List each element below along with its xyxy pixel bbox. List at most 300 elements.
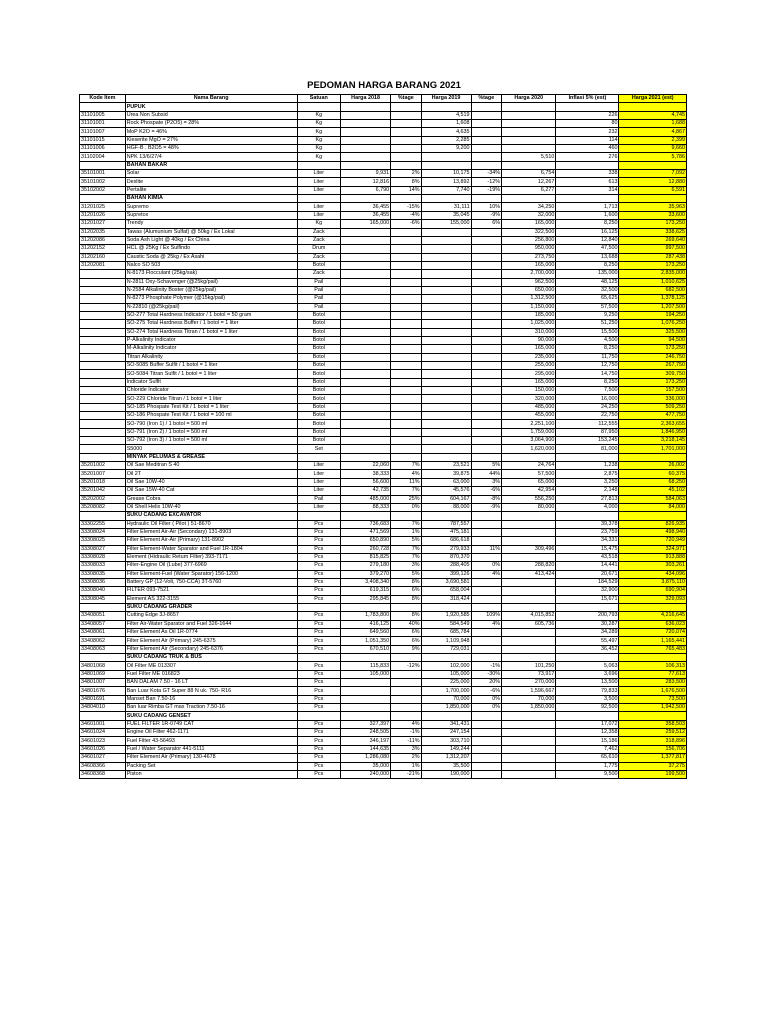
persen-2020-cell: [471, 437, 501, 445]
harga-2018-cell: 144,635: [341, 745, 391, 753]
harga-2018-cell: [341, 236, 391, 244]
persen-2019-cell: 3%: [391, 745, 421, 753]
kode-item-cell: 31101015: [80, 136, 126, 144]
satuan-cell: Pcs: [297, 595, 341, 603]
nama-barang-cell: Solar: [125, 170, 297, 178]
persen-2020-cell: [471, 512, 501, 520]
harga-2020-cell: [502, 712, 556, 720]
harga-2020-cell: 256,800: [502, 236, 556, 244]
nama-barang-cell: SO-274 Total Hardness Titran / 1 botol = 1 liter: [125, 328, 297, 336]
table-row: [80, 203, 687, 211]
inflasi-cell: 226: [556, 111, 619, 119]
satuan-cell: Pcs: [297, 662, 341, 670]
harga-2020-cell: 270,000: [502, 679, 556, 687]
harga-2018-cell: 6,790: [341, 186, 391, 194]
persen-2020-cell: [471, 729, 501, 737]
persen-2019-cell: [391, 345, 421, 353]
satuan-cell: Pcs: [297, 537, 341, 545]
harga-2020-cell: 1,025,000: [502, 320, 556, 328]
inflasi-cell: 81,000: [556, 445, 619, 453]
harga-2021-cell: 194,250: [619, 311, 687, 319]
persen-2020-cell: [471, 286, 501, 294]
inflasi-cell: 23,759: [556, 528, 619, 536]
harga-2018-cell: 3,408,340: [341, 578, 391, 586]
inflasi-cell: 338: [556, 170, 619, 178]
harga-2019-cell: 70,000: [421, 695, 471, 703]
harga-2021-cell: 1,688: [619, 120, 687, 128]
satuan-cell: Botol: [297, 320, 341, 328]
table-row: [80, 236, 687, 244]
satuan-cell: Kg: [297, 220, 341, 228]
persen-2020-cell: [471, 261, 501, 269]
nama-barang-cell: Indicator Sulfit: [125, 378, 297, 386]
satuan-cell: Pail: [297, 278, 341, 286]
persen-2019-cell: 6%: [391, 637, 421, 645]
table-row: [80, 286, 687, 294]
harga-2019-cell: [421, 428, 471, 436]
harga-2020-cell: [502, 161, 556, 169]
table-row: [80, 553, 687, 561]
table-row: [80, 545, 687, 553]
harga-2018-cell: [341, 412, 391, 420]
persen-2020-cell: [471, 328, 501, 336]
harga-2020-cell: [502, 637, 556, 645]
table-row: [80, 679, 687, 687]
kode-item-cell: 33308040: [80, 587, 126, 595]
satuan-cell: Kg: [297, 136, 341, 144]
table-row: [80, 754, 687, 762]
nama-barang-cell: Filter Element Air (Secondary) 245-6376: [125, 645, 297, 653]
persen-2020-cell: [471, 745, 501, 753]
harga-2018-cell: 295,845: [341, 595, 391, 603]
kode-item-cell: 31101006: [80, 145, 126, 153]
kode-item-cell: 34801068: [80, 662, 126, 670]
persen-2019-cell: 4%: [391, 470, 421, 478]
inflasi-cell: 15,475: [556, 545, 619, 553]
harga-2019-cell: [421, 270, 471, 278]
kode-item-cell: [80, 395, 126, 403]
kode-item-cell: [80, 712, 126, 720]
inflasi-cell: 14,750: [556, 370, 619, 378]
persen-2020-cell: [471, 403, 501, 411]
persen-2020-cell: [471, 303, 501, 311]
inflasi-cell: 32,900: [556, 587, 619, 595]
nama-barang-cell: S5000: [125, 445, 297, 453]
table-row: [80, 328, 687, 336]
inflasi-cell: [556, 195, 619, 203]
table-row: [80, 336, 687, 344]
inflasi-cell: 200,793: [556, 612, 619, 620]
kode-item-cell: [80, 403, 126, 411]
satuan-cell: Pcs: [297, 695, 341, 703]
persen-2020-cell: 11%: [471, 545, 501, 553]
harga-2019-cell: 341,431: [421, 720, 471, 728]
table-row: [80, 395, 687, 403]
harga-2018-cell: 42,735: [341, 487, 391, 495]
satuan-cell: Botol: [297, 412, 341, 420]
table-row: [80, 120, 687, 128]
persen-2019-cell: [391, 336, 421, 344]
satuan-cell: Botol: [297, 328, 341, 336]
persen-2020-cell: -34%: [471, 170, 501, 178]
harga-2020-cell: 235,000: [502, 353, 556, 361]
nama-barang-cell: HCL @ 25Kg / Ex Sulfindo: [125, 245, 297, 253]
persen-2019-cell: [391, 128, 421, 136]
inflasi-cell: 13,500: [556, 679, 619, 687]
inflasi-cell: 8,250: [556, 261, 619, 269]
table-row: [80, 587, 687, 595]
nama-barang-cell: Rock Phospate (P2O5) = 28%: [125, 120, 297, 128]
table-row: [80, 570, 687, 578]
persen-2019-cell: [391, 153, 421, 161]
section-header-row: [80, 195, 687, 203]
table-row: [80, 320, 687, 328]
satuan-cell: Liter: [297, 211, 341, 219]
nama-barang-cell: SO-792 (Iron 3) / 1 botol = 500 ml: [125, 437, 297, 445]
persen-2019-cell: -11%: [391, 737, 421, 745]
inflasi-cell: 4,500: [556, 336, 619, 344]
satuan-cell: Liter: [297, 470, 341, 478]
satuan-cell: Liter: [297, 203, 341, 211]
persen-2020-cell: [471, 353, 501, 361]
harga-2018-cell: [341, 311, 391, 319]
harga-2018-cell: 36,455: [341, 211, 391, 219]
kode-item-cell: 31201027: [80, 220, 126, 228]
table-row: [80, 353, 687, 361]
harga-2020-cell: 1,620,000: [502, 445, 556, 453]
table-row: [80, 770, 687, 778]
nama-barang-cell: FILTER 093-7521: [125, 587, 297, 595]
nama-barang-cell: SO-277 Total Hardness Indicator / 1 botol = 50 gram: [125, 311, 297, 319]
harga-2021-cell: 12,880: [619, 178, 687, 186]
harga-2018-cell: [341, 512, 391, 520]
inflasi-cell: 8,250: [556, 378, 619, 386]
persen-2020-cell: 6%: [471, 220, 501, 228]
kode-item-cell: 31202160: [80, 253, 126, 261]
table-row: [80, 620, 687, 628]
nama-barang-cell: Trendy: [125, 220, 297, 228]
kode-item-cell: 35201007: [80, 470, 126, 478]
kode-item-cell: 34801069: [80, 670, 126, 678]
inflasi-cell: 5,063: [556, 662, 619, 670]
harga-2018-cell: 1,783,800: [341, 612, 391, 620]
inflasi-cell: 1,238: [556, 462, 619, 470]
satuan-cell: [297, 103, 341, 111]
satuan-cell: Botol: [297, 370, 341, 378]
nama-barang-cell: Filter Element As Oil 1R-0774: [125, 629, 297, 637]
kode-item-cell: 33308045: [80, 595, 126, 603]
harga-2021-cell: 2,835,000: [619, 270, 687, 278]
table-row: [80, 687, 687, 695]
persen-2020-cell: [471, 245, 501, 253]
satuan-cell: Pcs: [297, 670, 341, 678]
inflasi-cell: 14,441: [556, 562, 619, 570]
persen-2019-cell: [391, 387, 421, 395]
satuan-cell: Pcs: [297, 545, 341, 553]
persen-2020-cell: [471, 578, 501, 586]
nama-barang-cell: SO-791 (Iron 2) / 1 botol = 500 ml: [125, 428, 297, 436]
harga-2019-cell: 685,784: [421, 629, 471, 637]
persen-2020-cell: -12%: [471, 178, 501, 186]
persen-2019-cell: [391, 111, 421, 119]
table-row: [80, 470, 687, 478]
harga-2019-cell: 225,000: [421, 679, 471, 687]
satuan-cell: Pail: [297, 303, 341, 311]
harga-2021-cell: [619, 161, 687, 169]
harga-2021-cell: 3,218,145: [619, 437, 687, 445]
persen-2020-cell: [471, 320, 501, 328]
harga-2021-cell: 318,896: [619, 737, 687, 745]
kode-item-cell: [80, 362, 126, 370]
harga-2019-cell: [421, 245, 471, 253]
kode-item-cell: [80, 328, 126, 336]
harga-2021-cell: 287,438: [619, 253, 687, 261]
table-row: [80, 562, 687, 570]
harga-2021-cell: 1,076,250: [619, 320, 687, 328]
harga-2019-cell: [421, 328, 471, 336]
inflasi-cell: [556, 654, 619, 662]
harga-2019-cell: [421, 370, 471, 378]
table-row: [80, 362, 687, 370]
harga-2020-cell: 255,000: [502, 362, 556, 370]
harga-2018-cell: [341, 295, 391, 303]
inflasi-cell: 613: [556, 178, 619, 186]
table-row: [80, 261, 687, 269]
persen-2019-cell: [391, 428, 421, 436]
persen-2019-cell: -4%: [391, 211, 421, 219]
harga-2020-cell: 1,312,500: [502, 295, 556, 303]
harga-2020-cell: 413,424: [502, 570, 556, 578]
harga-2020-cell: [502, 737, 556, 745]
harga-2020-cell: [502, 103, 556, 111]
harga-2020-cell: 2,700,000: [502, 270, 556, 278]
nama-barang-cell: Battery GP (12-Volt, 750-CCA) 3T-5760: [125, 578, 297, 586]
harga-2021-cell: 477,750: [619, 412, 687, 420]
satuan-cell: Pcs: [297, 679, 341, 687]
harga-2020-cell: 1,596,667: [502, 687, 556, 695]
nama-barang-cell: N-2584 Alkalinity Boster (@25kg/pail): [125, 286, 297, 294]
persen-2020-cell: [471, 128, 501, 136]
kode-item-cell: 35101001: [80, 170, 126, 178]
persen-2020-cell: [471, 370, 501, 378]
harga-2020-cell: [502, 512, 556, 520]
table-row: [80, 637, 687, 645]
inflasi-cell: 20,671: [556, 570, 619, 578]
table-row: [80, 220, 687, 228]
inflasi-cell: 12,750: [556, 362, 619, 370]
inflasi-cell: 314: [556, 186, 619, 194]
col-header-inflasi: Inflasi 5% (est): [556, 95, 619, 103]
inflasi-cell: 27,813: [556, 495, 619, 503]
harga-2021-cell: 173,250: [619, 261, 687, 269]
persen-2019-cell: [391, 704, 421, 712]
persen-2020-cell: -9%: [471, 503, 501, 511]
persen-2019-cell: 4%: [391, 720, 421, 728]
harga-2018-cell: [341, 445, 391, 453]
harga-2019-cell: 584,549: [421, 620, 471, 628]
nama-barang-cell: M-Alkalinity Indicator: [125, 345, 297, 353]
nama-barang-cell: Oil Sae 10W-40: [125, 478, 297, 486]
inflasi-cell: [556, 712, 619, 720]
table-row: [80, 670, 687, 678]
harga-2018-cell: 619,315: [341, 587, 391, 595]
harga-2019-cell: [421, 437, 471, 445]
section-header-row: [80, 603, 687, 611]
kode-item-cell: 34608366: [80, 762, 126, 770]
nama-barang-cell: Pertalite: [125, 186, 297, 194]
kode-item-cell: 33408057: [80, 620, 126, 628]
nama-barang-cell: Grease Cobra: [125, 495, 297, 503]
kode-item-cell: 34601024: [80, 729, 126, 737]
inflasi-cell: 65,610: [556, 754, 619, 762]
table-row: [80, 278, 687, 286]
table-row: [80, 145, 687, 153]
persen-2019-cell: [391, 437, 421, 445]
persen-2020-cell: [471, 345, 501, 353]
harga-2019-cell: [421, 286, 471, 294]
satuan-cell: Pcs: [297, 720, 341, 728]
persen-2019-cell: [391, 270, 421, 278]
harga-2021-cell: 3,875,110: [619, 578, 687, 586]
nama-barang-cell: Supremo: [125, 203, 297, 211]
persen-2019-cell: 5%: [391, 570, 421, 578]
harga-2020-cell: 1,150,000: [502, 303, 556, 311]
harga-2021-cell: 336,000: [619, 395, 687, 403]
satuan-cell: Botol: [297, 336, 341, 344]
persen-2020-cell: [471, 395, 501, 403]
nama-barang-cell: SO-275 Total Hardness Buffer / 1 botol = 1 liter: [125, 320, 297, 328]
kode-item-cell: [80, 270, 126, 278]
harga-2020-cell: [502, 136, 556, 144]
satuan-cell: [297, 512, 341, 520]
nama-barang-cell: Filter Element Air (Primary) 130-4678: [125, 754, 297, 762]
persen-2019-cell: -21%: [391, 770, 421, 778]
nama-barang-cell: Supretox: [125, 211, 297, 219]
harga-2018-cell: [341, 687, 391, 695]
harga-2019-cell: [421, 161, 471, 169]
satuan-cell: Pcs: [297, 553, 341, 561]
harga-2020-cell: 309,496: [502, 545, 556, 553]
persen-2020-cell: [471, 278, 501, 286]
kode-item-cell: [80, 437, 126, 445]
table-row: [80, 378, 687, 386]
harga-2021-cell: 35,963: [619, 203, 687, 211]
nama-barang-cell: SUKU CADANG EXCAVATOR: [125, 512, 297, 520]
persen-2019-cell: 25%: [391, 495, 421, 503]
persen-2020-cell: [471, 603, 501, 611]
persen-2020-cell: -9%: [471, 211, 501, 219]
harga-2019-cell: [421, 236, 471, 244]
persen-2019-cell: -6%: [391, 220, 421, 228]
inflasi-cell: 114: [556, 136, 619, 144]
persen-2019-cell: [391, 670, 421, 678]
harga-2021-cell: [619, 103, 687, 111]
table-body: [80, 103, 687, 779]
harga-2020-cell: [502, 553, 556, 561]
harga-2021-cell: [619, 195, 687, 203]
harga-2018-cell: 649,560: [341, 629, 391, 637]
harga-2020-cell: [502, 654, 556, 662]
persen-2020-cell: [471, 453, 501, 461]
table-row: [80, 153, 687, 161]
satuan-cell: Pcs: [297, 562, 341, 570]
harga-2021-cell: 37,275: [619, 762, 687, 770]
persen-2019-cell: [391, 303, 421, 311]
kode-item-cell: 34608368: [80, 770, 126, 778]
harga-2019-cell: 45,576: [421, 487, 471, 495]
table-row: [80, 437, 687, 445]
harga-2020-cell: [502, 578, 556, 586]
satuan-cell: Zack: [297, 270, 341, 278]
nama-barang-cell: N-8273 Phosphate Polymer (@15kg/pail): [125, 295, 297, 303]
harga-2018-cell: [341, 161, 391, 169]
persen-2020-cell: 4%: [471, 570, 501, 578]
inflasi-cell: [556, 103, 619, 111]
harga-2019-cell: 35,045: [421, 211, 471, 219]
harga-2019-cell: 2,285: [421, 136, 471, 144]
inflasi-cell: 80: [556, 120, 619, 128]
persen-2020-cell: [471, 737, 501, 745]
satuan-cell: Pail: [297, 286, 341, 294]
col-header-harga-2021: Harga 2021 (est): [619, 95, 687, 103]
persen-2020-cell: [471, 145, 501, 153]
inflasi-cell: 22,750: [556, 412, 619, 420]
nama-barang-cell: Engine Oil Filter 462-1171: [125, 729, 297, 737]
harga-2019-cell: 318,424: [421, 595, 471, 603]
harga-2021-cell: 259,512: [619, 729, 687, 737]
harga-2019-cell: [421, 153, 471, 161]
inflasi-cell: 39,378: [556, 520, 619, 528]
persen-2020-cell: [471, 520, 501, 528]
persen-2020-cell: 44%: [471, 470, 501, 478]
harga-2021-cell: 173,250: [619, 220, 687, 228]
nama-barang-cell: Filter Element-Fuel (Water Sparator) 156-1200: [125, 570, 297, 578]
harga-2018-cell: 105,000: [341, 670, 391, 678]
persen-2020-cell: [471, 103, 501, 111]
harga-2021-cell: 2,399: [619, 136, 687, 144]
persen-2020-cell: 109%: [471, 612, 501, 620]
harga-2019-cell: 729,031: [421, 645, 471, 653]
harga-2019-cell: [421, 261, 471, 269]
harga-2020-cell: 455,000: [502, 412, 556, 420]
harga-2020-cell: [502, 128, 556, 136]
harga-2020-cell: 273,750: [502, 253, 556, 261]
kode-item-cell: 33308025: [80, 537, 126, 545]
inflasi-cell: 1,775: [556, 762, 619, 770]
satuan-cell: Botol: [297, 437, 341, 445]
harga-2019-cell: 3,690,581: [421, 578, 471, 586]
harga-2020-cell: 605,736: [502, 620, 556, 628]
persen-2019-cell: [391, 453, 421, 461]
harga-2020-cell: 1,850,000: [502, 704, 556, 712]
persen-2020-cell: [471, 136, 501, 144]
harga-2018-cell: 327,397: [341, 720, 391, 728]
harga-2018-cell: [341, 286, 391, 294]
inflasi-cell: 135,000: [556, 270, 619, 278]
col-header-satuan: Satuan: [297, 95, 341, 103]
persen-2019-cell: [391, 295, 421, 303]
inflasi-cell: 276: [556, 153, 619, 161]
kode-item-cell: [80, 370, 126, 378]
inflasi-cell: 1,600: [556, 211, 619, 219]
nama-barang-cell: SUKU CADANG TRUK & BUS: [125, 654, 297, 662]
harga-2019-cell: [421, 403, 471, 411]
harga-2021-cell: 45,102: [619, 487, 687, 495]
harga-2019-cell: 658,004: [421, 587, 471, 595]
harga-2019-cell: [421, 395, 471, 403]
harga-2020-cell: 6,754: [502, 170, 556, 178]
inflasi-cell: 15,500: [556, 328, 619, 336]
